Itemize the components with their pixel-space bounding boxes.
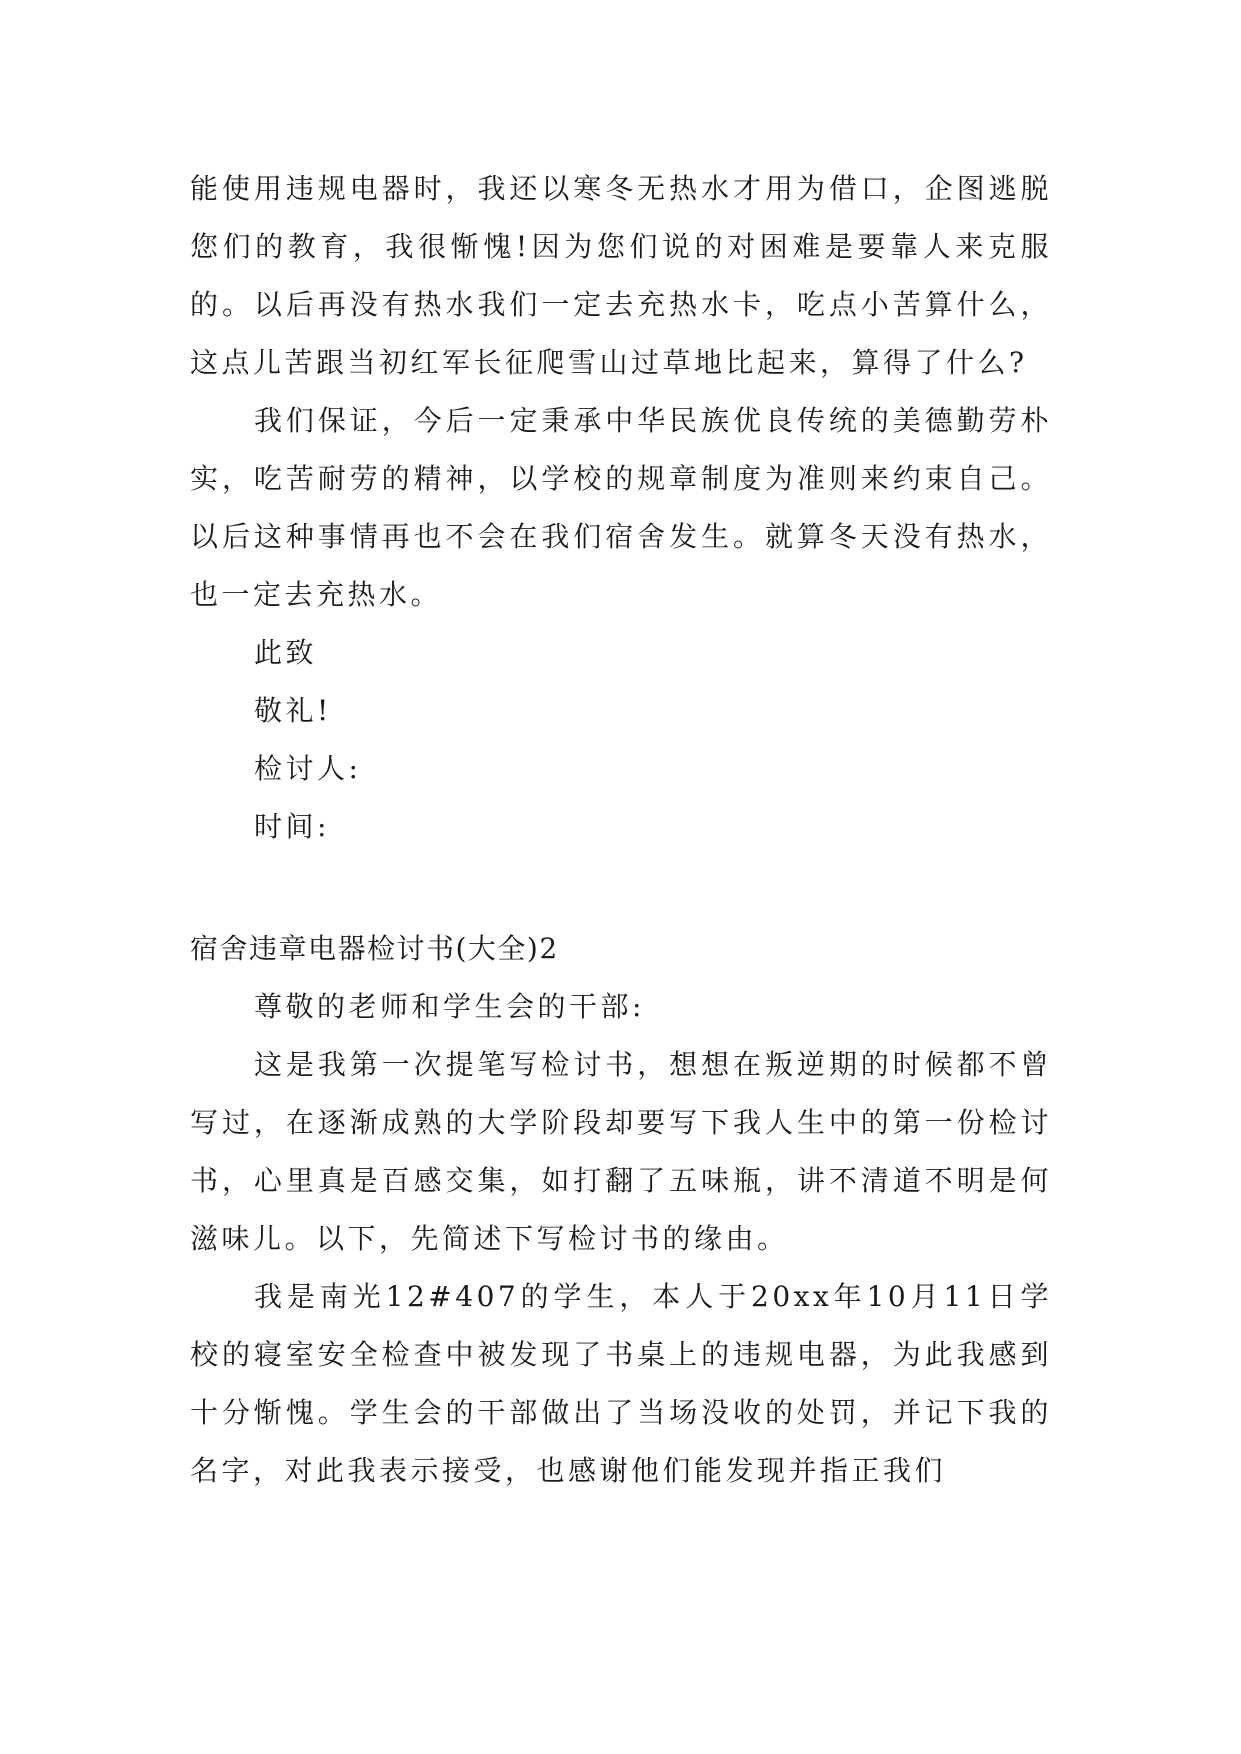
closing-salute: 敬礼! (254, 694, 332, 727)
paragraph-pledge: 我们保证，今后一定秉承中华民族优良传统的美德勤劳朴实，吃苦耐劳的精神，以学校的规章制度为准则来约束自己。以后这种事情再也不会在我们宿舍发生。就算冬天没有热水，也一定去充热水。 (190, 404, 1052, 611)
signer-label: 检讨人: (254, 752, 362, 785)
paragraph-intro: 这是我第一次提笔写检讨书，想想在叛逆期的时候都不曾写过，在逐渐成熟的大学阶段却要写下我人生中的第一份检讨书，心里真是百感交集，如打翻了五味瓶，讲不清道不明是何滋味儿。以下，先简述下写检讨书的缘由。 (190, 1048, 1052, 1255)
closing-greeting: 此致 (254, 636, 318, 669)
paragraph-incident: 我是南光12#407的学生，本人于20xx年10月11日学校的寝室安全检查中被发现了书桌上的违规电器，为此我感到十分惭愧。学生会的干部做出了当场没收的处罚，并记下我的名字，对此我表示接受，也感谢他们能发现并指正我们 (190, 1280, 1052, 1487)
document-body (190, 160, 1052, 1500)
date-label: 时间: (254, 810, 330, 843)
paragraph-continuation: 能使用违规电器时，我还以寒冬无热水才用为借口，企图逃脱您们的教育，我很惭愧!因为您们说的对困难是要靠人来克服的。以后再没有热水我们一定去充热水卡，吃点小苦算什么，这点儿苦跟当初红军长征爬雪山过草地比起来，算得了什么? (190, 172, 1052, 379)
salutation: 尊敬的老师和学生会的干部: (254, 990, 645, 1023)
section-title: 宿舍违章电器检讨书(大全)2 (190, 932, 559, 965)
